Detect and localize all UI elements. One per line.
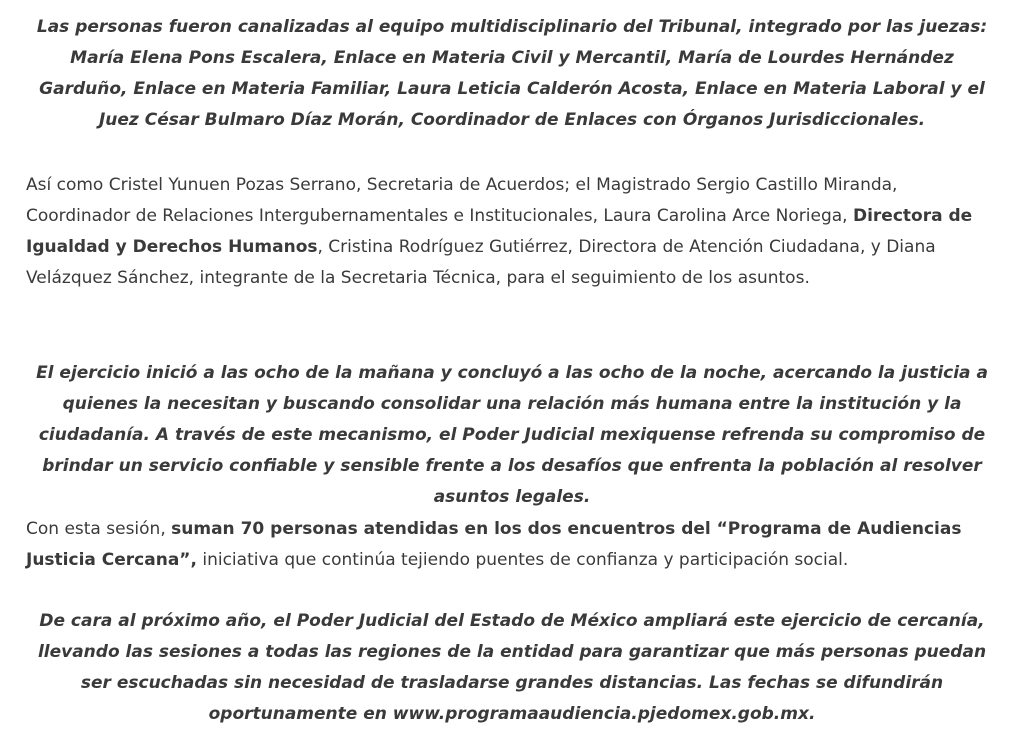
paragraph-officials-text-start: Así como Cristel Yunuen Pozas Serrano, Secretaria de Acuerdos; el Magistrado Sergio Castillo Miranda, Coordinador de Relaciones Intergubernamentales e Institucionales, Laura Carolina Arce Noriega, <box>26 175 898 226</box>
paragraph-officials-text-end: , Cristina Rodríguez Gutiérrez, Directora de Atención Ciudadana, y Diana Velázquez Sánchez, integrante de la Secretaria Técnica, para el seguimiento de los asuntos. <box>26 237 936 288</box>
paragraph-officials-bold: Directora de Igualdad y Derechos Humanos <box>26 206 973 257</box>
paragraph-next-year: De cara al próximo año, el Poder Judicial del Estado de México ampliará este ejercicio de cercanía, llevando las sesiones a todas las regiones de la entidad para garantizar que más personas puedan ser escuchadas sin necesidad de trasladarse grandes distancias. Las fechas se difundirán oportunamente en www.programaaudiencia.pjedomex.gob.mx. <box>37 611 987 724</box>
paragraph-session-text-start: Con esta sesión, <box>26 519 172 539</box>
paragraph-session-bold: suman 70 personas atendidas en los dos encuentros del “Programa de Audiencias Justicia Cercana”, <box>26 519 962 570</box>
paragraph-schedule: El ejercicio inició a las ocho de la mañana y concluyó a las ocho de la noche, acercando la justicia a quienes la necesitan y buscando consolidar una relación más humana entre la institución y la ciudadanía. A través de este mecanismo, el Poder Judicial mexiquense refrenda su compromiso de brindar un servicio confiable y sensible frente a los desafíos que enfrenta la población al resolver asuntos legales. <box>36 363 988 507</box>
paragraph-judges-team: Las personas fueron canalizadas al equipo multidisciplinario del Tribunal, integrado por las juezas: María Elena Pons Escalera, Enlace en Materia Civil y Mercantil, María de Lourdes Hernández Garduño, Enlace en Materia Familiar, Laura Leticia Calderón Acosta, Enlace en Materia Laboral y el Juez César Bulmaro Díaz Morán, Coordinador de Enlaces con Órganos Jurisdiccionales. <box>36 17 988 130</box>
paragraph-session-summary <box>26 514 998 576</box>
paragraph-officials <box>26 170 998 294</box>
paragraph-session-text-end: iniciativa que continúa tejiendo puentes de confianza y participación social. <box>196 550 849 570</box>
